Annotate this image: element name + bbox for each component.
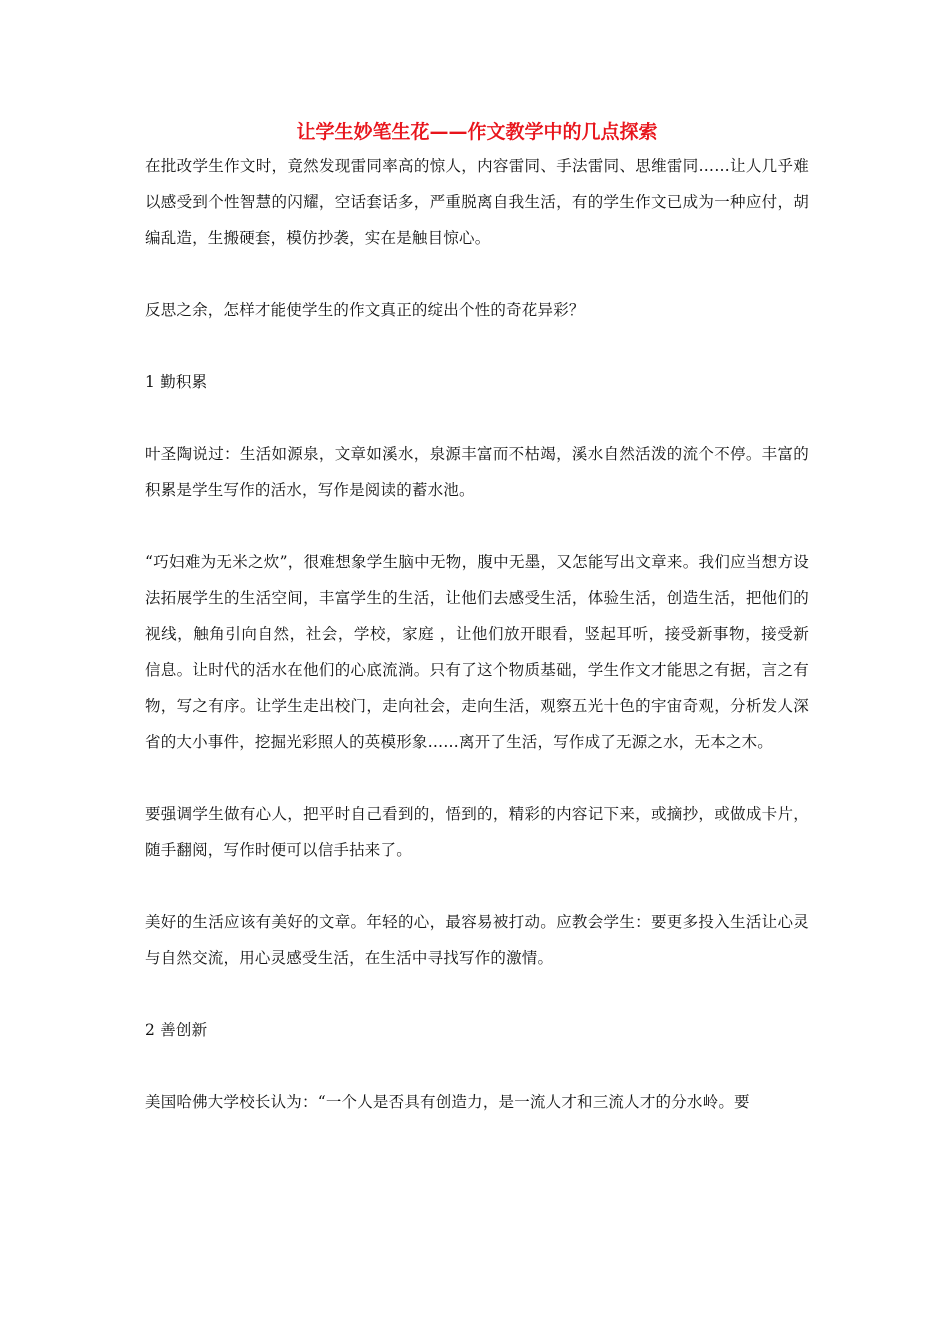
- paragraph-gap: [145, 1048, 809, 1084]
- paragraph-notes: 要强调学生做有心人，把平时自己看到的，悟到的，精彩的内容记下来，或摘抄，或做成卡片，随手翻阅，写作时便可以信手拈来了。: [145, 805, 809, 859]
- document-title: 让学生妙笔生花——作文教学中的几点探索: [296, 121, 658, 143]
- paragraph-intro: 在批改学生作文时，竟然发现雷同率高的惊人，内容雷同、手法雷同、思维雷同……让人几乎难以感受到个性智慧的闪耀，空话套话多，严重脱离自我生活，有的学生作文已成为一种应付，胡编乱造，生搬硬套，模仿抄袭，实在是触目惊心。: [145, 157, 809, 247]
- section-heading-accumulate: 1 勤积累: [145, 373, 208, 391]
- paragraph-gap: [145, 508, 809, 544]
- paragraph-gap: [145, 760, 809, 796]
- paragraph-gap: [145, 256, 809, 292]
- paragraph-gap: [145, 400, 809, 436]
- paragraph-beautiful-life: 美好的生活应该有美好的文章。年轻的心，最容易被打动。应教会学生：要更多投入生活让心灵与自然交流，用心灵感受生活，在生活中寻找写作的激情。: [145, 913, 809, 967]
- paragraph-harvard: 美国哈佛大学校长认为：“一个人是否具有创造力，是一流人才和三流人才的分水岭。要: [145, 1093, 750, 1111]
- section-heading-innovate: 2 善创新: [145, 1021, 208, 1039]
- paragraph-question: 反思之余，怎样才能使学生的作文真正的绽出个性的奇花异彩？: [145, 301, 585, 319]
- paragraph-gap: [145, 976, 809, 1012]
- paragraph-gap: [145, 868, 809, 904]
- document-page: [145, 116, 809, 1120]
- paragraph-quote-ye: 叶圣陶说过：生活如源泉，文章如溪水，泉源丰富而不枯竭，溪水自然活泼的流个不停。丰富的积累是学生写作的活水，写作是阅读的蓄水池。: [145, 445, 809, 499]
- paragraph-life-source: “巧妇难为无米之炊”，很难想象学生脑中无物，腹中无墨，又怎能写出文章来。我们应当想方设法拓展学生的生活空间，丰富学生的生活，让他们去感受生活，体验生活，创造生活，把他们的视线，触角引向自然，社会，学校，家庭 ，让他们放开眼看，竖起耳听，接受新事物，接受新信息。让时代的活水在他们的心底流淌。只有了这个物质基础，学生作文才能思之有据，言之有物，写之有序。让学生走出校门，走向社会，走向生活，观察五光十色的宇宙奇观，分析发人深省的大小事件，挖掘光彩照人的英模形象……离开了生活，写作成了无源之水，无本之木。: [145, 553, 809, 751]
- paragraph-gap: [145, 328, 809, 364]
